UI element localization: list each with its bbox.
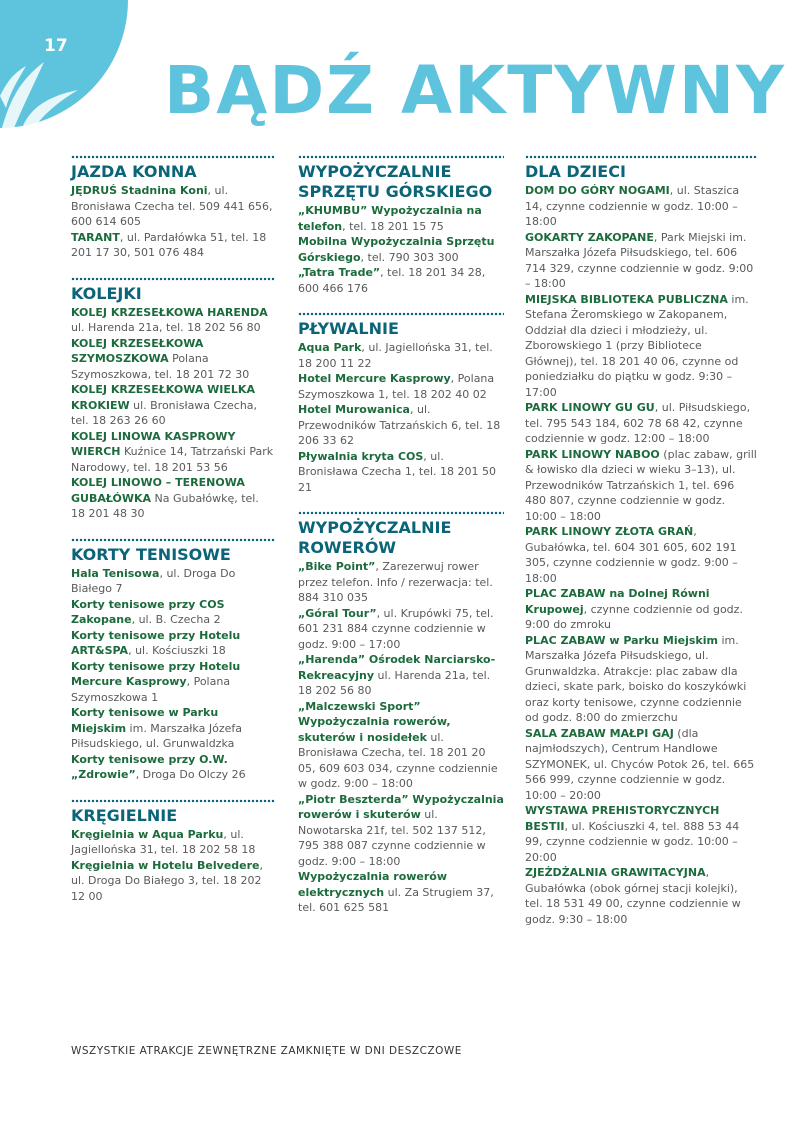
listing-details: , tel. 18 201 15 75: [342, 219, 444, 233]
listing-entry: [71, 858, 275, 905]
listing-name: Korty tenisowe przy Hotelu ART&SPA: [71, 628, 241, 657]
listing-details: , Zarezerwuj rower przez telefon. Info / rezerwacja: tel. 884 310 035: [298, 560, 493, 604]
listing-details: , tel. 18 201 34 28, 600 466 176: [298, 266, 486, 295]
listing-details: , Park Miejski im. Marszałka Józefa Piłsudskiego, tel. 606 714 329, czynne codziennie w godz. 9:00 – 18:00: [525, 230, 754, 290]
listing-details: , ul. Bronisława Czecha tel. 509 441 656, 600 614 605: [71, 184, 273, 228]
listing-name: Kręgielnia w Aqua Parku: [71, 827, 224, 841]
listing-entry: [298, 869, 504, 916]
listing-name: SALA ZABAW MAŁPI GAJ: [525, 726, 674, 740]
listing-entry: [298, 265, 504, 296]
listing-details: , czynne codziennie od godz. 9:00 do zmroku: [525, 602, 743, 631]
page-number: 17: [44, 36, 68, 56]
listing-name: Korty tenisowe przy COS Zakopane: [71, 597, 225, 626]
listing-details: (dla najmłodszych), Centrum Handlowe SZYMONEK, ul. Chyców Potok 26, tel. 665 566 999, czynne codziennie w godz. 10:00 – 20:00: [525, 726, 755, 802]
listing-entry: [525, 447, 757, 525]
listing-entry: [71, 827, 275, 858]
dotted-divider: [298, 312, 504, 316]
listing-entry: [298, 699, 504, 792]
listing-name: PLAC ZABAW w Parku Miejskim: [525, 633, 718, 647]
listing-name: PARK LINOWY GU GU: [525, 401, 655, 414]
listing-details: , Polana Szymoszkowa 1, tel. 18 202 40 02: [298, 372, 495, 401]
listing-entry: [71, 429, 275, 476]
corner-leaf-decoration: [0, 0, 128, 128]
listing-details: , ul. Pardałówka 51, tel. 18 201 17 30, 501 076 484: [71, 230, 267, 259]
listing-entry: [525, 183, 757, 230]
listing-entry: [71, 566, 275, 597]
dotted-divider: [71, 277, 275, 281]
listing-details: im. Marszałka Józefa Piłsudskiego, ul. Grunwaldzka: [71, 721, 242, 750]
listing-name: KOLEJ KRZESEŁKOWA SZYMOSZKOWA: [71, 336, 204, 365]
listing-name: Hotel Mercure Kasprowy: [298, 372, 451, 385]
section-title: DLA DZIECI: [525, 162, 626, 181]
listing-entry: [71, 597, 275, 628]
listing-entry: [298, 792, 504, 870]
listing-name: Aqua Park: [298, 341, 362, 354]
listing-name: Wypożyczalnia rowerów elektrycznych: [298, 870, 448, 899]
listing-name: KOLEJ KRZESEŁKOWA WIELKA KROKIEW: [71, 383, 255, 412]
listing-entry: [298, 652, 504, 699]
listing-details: , ul. Droga Do Białego 7: [71, 566, 236, 595]
listing-name: PLAC ZABAW na Dolnej Równi Krupowej: [525, 587, 710, 616]
listing-entry: [298, 559, 504, 606]
listing-details: , tel. 790 303 300: [360, 250, 459, 264]
listing-entry: [525, 803, 757, 865]
listing-details: , Gubałówka (obok górnej stacji kolejki), tel. 18 531 49 00, czynne codziennie w godz. 9:30 – 18:00: [525, 866, 741, 926]
listing-details: , ul. Kościuszki 18: [128, 644, 226, 657]
dotted-divider: [71, 155, 275, 159]
listing-details: , ul. Jagiellońska 31, tel. 18 200 11 22: [298, 341, 493, 370]
listing-details: , Polana Szymoszkowa 1: [71, 675, 231, 704]
listing-entry: [71, 183, 275, 230]
listing-entry: [71, 305, 275, 336]
section: [525, 155, 757, 927]
listing-name: GOKARTY ZAKOPANE: [525, 230, 654, 244]
section: [298, 155, 504, 296]
listing-entry: [525, 633, 757, 726]
listing-details: , ul. Piłsudskiego, tel. 795 543 184, 602 78 68 42, czynne codziennie w godz. 12:00 – 18:00: [525, 401, 751, 445]
dotted-divider: [71, 799, 275, 803]
listing-name: DOM DO GÓRY NOGAMI: [525, 184, 670, 197]
listing-entry: [71, 659, 275, 706]
section: [71, 155, 275, 261]
listing-details: ul. Bronisława Czecha, tel. 18 263 26 60: [71, 398, 258, 427]
listing-details: ul. Za Strugiem 37, tel. 601 625 581: [298, 885, 494, 914]
listing-entry: [298, 203, 504, 234]
listing-name: PARK LINOWY NABOO: [525, 447, 660, 461]
listing-details: ul. Harenda 21a, tel. 18 202 56 80: [71, 321, 261, 334]
listing-entry: [298, 340, 504, 371]
listing-name: Kręgielnia w Hotelu Belvedere: [71, 858, 260, 872]
listing-entry: [525, 726, 757, 804]
listing-details: , ul. Droga Do Białego 3, tel. 18 202 12 00: [71, 858, 264, 903]
listing-details: , ul. Krupówki 75, tel. 601 231 884 czynne codziennie w godz. 9:00 – 17:00: [298, 606, 494, 651]
listing-details: , ul. Przewodników Tatrzańskich 6, tel. 18 206 33 62: [298, 403, 501, 447]
listing-details: (plac zabaw, grill & łowisko dla dzieci w wieku 3–13), ul. Przewodników Tatrzańskich 1, tel. 696 480 807, czynne codziennie w godz. 10:00 – 18:00: [525, 447, 757, 523]
footer-note: WSZYSTKIE ATRAKCJE ZEWNĘTRZNE ZAMKNIĘTE W DNI DESZCZOWE: [71, 1045, 462, 1057]
section-title: KORTY TENISOWE: [71, 544, 231, 564]
listing-name: TARANT: [71, 230, 120, 244]
section: [71, 538, 275, 783]
listing-name: „Piotr Beszterda” Wypożyczalnia rowerów i skuterów: [298, 792, 504, 821]
listing-entry: [525, 865, 757, 927]
listing-entry: [525, 400, 757, 447]
section: [298, 511, 504, 916]
listing-details: , ul. Bronisława Czecha 1, tel. 18 201 50 21: [298, 449, 496, 494]
listing-details: ul. Harenda 21a, tel. 18 202 56 80: [298, 668, 491, 697]
listing-details: , ul. Staszica 14, czynne codziennie w godz. 10:00 – 18:00: [525, 184, 740, 228]
dotted-divider: [298, 155, 504, 159]
listing-details: Polana Szymoszkowa, tel. 18 201 72 30: [71, 352, 250, 381]
listing-details: , ul. Jagiellońska 31, tel. 18 202 58 18: [71, 827, 256, 856]
listing-details: , ul. B. Czecha 2: [131, 613, 221, 626]
listing-name: MIEJSKA BIBLIOTEKA PUBLICZNA: [525, 292, 728, 306]
listing-entry: [71, 475, 275, 522]
listing-details: Kuźnice 14, Tatrzański Park Narodowy, tel. 18 201 53 56: [71, 445, 274, 474]
column-2: [298, 155, 504, 932]
page-title: BĄDŹ AKTYWNY: [164, 52, 786, 129]
listing-entry: [71, 705, 275, 752]
listing-name: Hotel Murowanica: [298, 403, 410, 416]
column-3: [525, 155, 757, 943]
listing-entry: [525, 524, 757, 586]
listing-details: , Droga Do Olczy 26: [135, 768, 246, 781]
listing-details: , Gubałówka, tel. 604 301 605, 602 191 305, czynne codziennie w godz. 9:00 – 18:00: [525, 525, 738, 585]
listing-entry: [525, 292, 757, 401]
listing-entry: [298, 606, 504, 653]
listing-entry: [71, 230, 275, 261]
section-title: JAZDA KONNA: [71, 162, 197, 181]
listing-name: „Bike Point”: [298, 560, 376, 573]
listing-entry: [71, 382, 275, 429]
dotted-divider: [525, 155, 757, 159]
section: [298, 312, 504, 495]
listing-name: Hala Tenisowa: [71, 566, 160, 580]
listing-name: „Malczewski Sport” Wypożyczalnia rowerów, skuterów i nosidełek: [298, 699, 451, 744]
listing-entry: [525, 586, 757, 633]
listing-name: KOLEJ KRZESEŁKOWA HARENDA: [71, 305, 268, 319]
listing-name: „Góral Tour”: [298, 606, 377, 620]
listing-entry: [298, 371, 504, 402]
listing-details: ul. Bronisława Czecha, tel. 18 201 20 05, 609 603 034, czynne codziennie w godz. 9:00 – 18:00: [298, 730, 498, 790]
listing-name: Korty tenisowe przy Hotelu Mercure Kasprowy: [71, 659, 241, 688]
listing-name: „Tatra Trade”: [298, 266, 381, 279]
listing-name: „KHUMBU” Wypożyczalnia na telefon: [298, 204, 482, 233]
dotted-divider: [71, 538, 275, 542]
listing-entry: [71, 752, 275, 783]
dotted-divider: [298, 511, 504, 515]
section: [71, 799, 275, 905]
section-title: PŁYWALNIE: [298, 319, 399, 338]
listing-entry: [298, 234, 504, 265]
listing-name: „Harenda” Ośrodek Narciarsko-Rekreacyjny: [298, 653, 496, 682]
listing-entry: [71, 628, 275, 659]
column-1: [71, 155, 275, 920]
listing-details: im. Marszałka Józefa Piłsudskiego, ul. Grunwaldzka. Atrakcje: plac zabaw dla dzieci, skate park, boisko do koszykówki oraz korty tenisowe, czynne codziennie od godz. 8:00 do zmierzchu: [525, 633, 747, 724]
listing-name: WYSTAWA PREHISTORYCZNYCH BESTII: [525, 804, 720, 833]
listing-name: Mobilna Wypożyczalnia Sprzętu Górskiego: [298, 235, 495, 264]
listing-name: ZJEŻDŻALNIA GRAWITACYJNA: [525, 866, 706, 879]
listing-name: Korty tenisowe w Parku Miejskim: [71, 706, 219, 735]
section-title: WYPOŻYCZALNIE SPRZĘTU GÓRSKIEGO: [298, 162, 493, 201]
listing-details: im. Stefana Żeromskiego w Zakopanem, Oddział dla dzieci i młodzieży, ul. Zborowskiego 1 (przy Bibliotece Głównej), tel. 18 201 40 06, czynne od poniedziałku do piątku w godz. 9:30 – 17:00: [525, 292, 749, 399]
listing-name: KOLEJ LINOWA KASPROWY WIERCH: [71, 429, 236, 458]
listing-name: Pływalnia kryta COS: [298, 449, 424, 463]
section-title: KRĘGIELNIE: [71, 805, 178, 825]
listing-entry: [71, 336, 275, 383]
section-title: WYPOŻYCZALNIE ROWERÓW: [298, 518, 452, 557]
section-title: KOLEJKI: [71, 283, 142, 303]
listing-details: Na Gubałówkę, tel. 18 201 48 30: [71, 491, 259, 520]
listing-entry: [525, 230, 757, 292]
section: [71, 277, 275, 522]
listing-details: , ul. Kościuszki 4, tel. 888 53 44 99, czynne codziennie w godz. 10:00 – 20:00: [525, 819, 740, 864]
listing-details: ul. Nowotarska 21f, tel. 502 137 512, 795 388 087 czynne codziennie w godz. 9:00 – 18:00: [298, 808, 486, 868]
listing-name: Korty tenisowe przy O.W. „Zdrowie”: [71, 752, 228, 781]
listing-name: KOLEJ LINOWO – TERENOWA GUBAŁÓWKA: [71, 476, 245, 505]
listing-name: PARK LINOWY ZŁOTA GRAŃ: [525, 525, 694, 538]
listing-name: JĘDRUŚ Stadnina Koni: [71, 184, 208, 197]
listing-entry: [298, 402, 504, 449]
listing-entry: [298, 449, 504, 496]
